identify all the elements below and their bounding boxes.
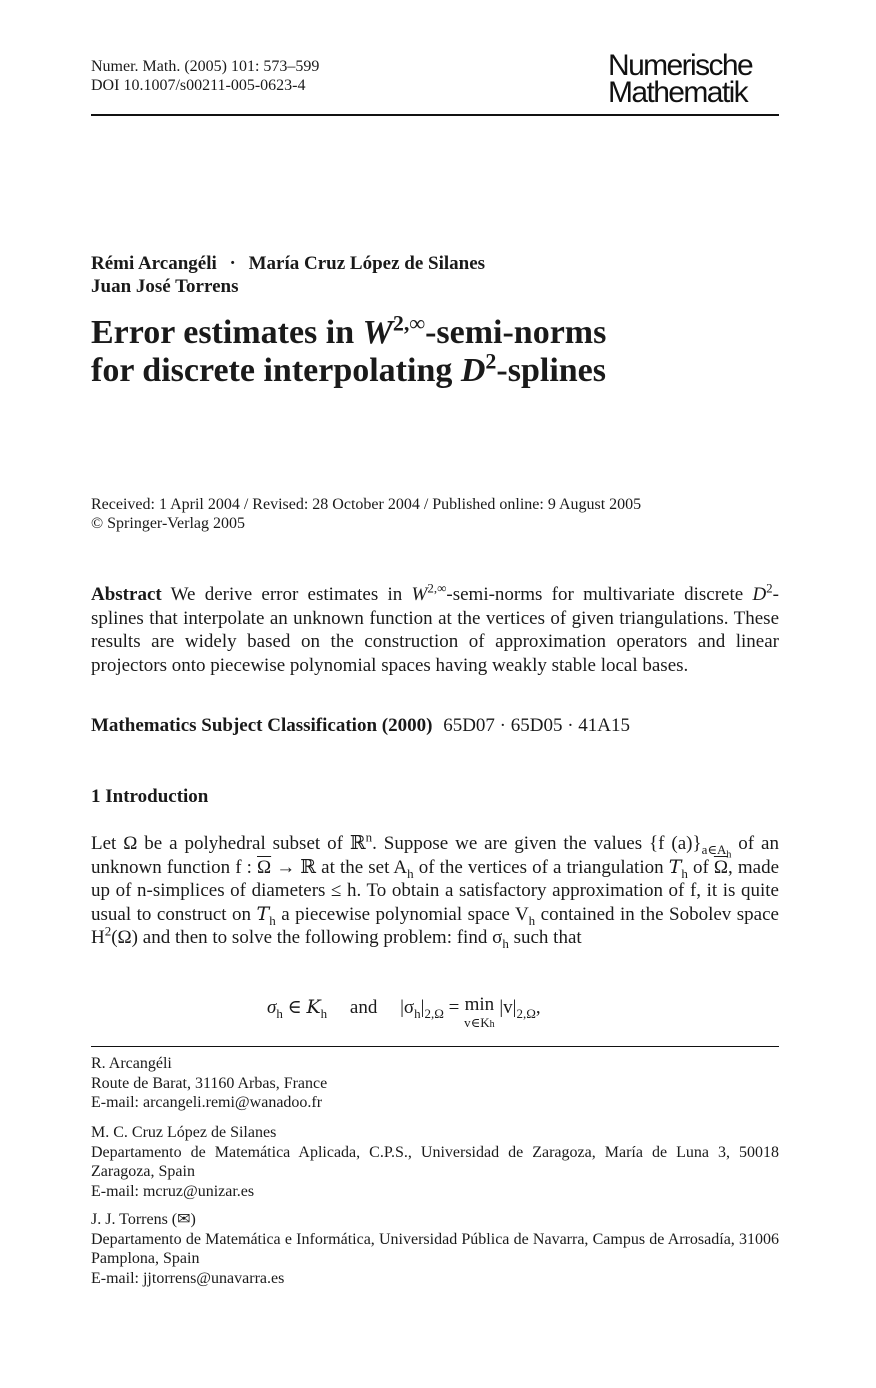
text: , made up of n-simplices of diameters ≤ h. To obtain a satisfactory approximation of f, it is quite usual to construct on [91,856,779,925]
affiliation-email[interactable]: E-mail: arcangeli.remi@wanadoo.fr [91,1094,323,1111]
author-2: María Cruz López de Silanes [248,253,486,274]
math-closure: $\overline{\Omega}$ [257,856,272,878]
math-closure: $\overline{\Omega}$ [713,856,729,878]
affiliation-2 [91,1123,779,1201]
msc-label: Mathematics Subject Classification (2000) [91,715,433,736]
journal-header [91,57,319,95]
math-subscript: h [414,1005,421,1021]
math-triangulation: T [256,902,270,925]
math-subscript: h [276,1005,283,1021]
math: h [489,1019,495,1030]
title-math: D [460,352,486,389]
title-text: -semi-norms [425,314,607,351]
math-superscript: 2 [104,924,112,940]
text: → ℝ at the set A [271,856,408,878]
math-subscript: h [726,849,732,861]
math-subscript: h [528,912,536,928]
math-superscript: 2,∞ [427,580,447,596]
paper-title [91,310,607,390]
math-subscript: h [320,1005,328,1021]
doi[interactable]: DOI 10.1007/s00211-005-0623-4 [91,77,306,94]
header-rule [91,114,779,116]
math-subscript: 2,Ω [516,1005,536,1021]
math-subscript: 2,Ω [424,1005,444,1021]
text: such that [508,927,582,949]
text: (Ω) and then to solve the following problem: find σ [111,927,503,949]
abstract-label: Abstract [91,584,162,605]
text: . Suppose we are given the values {f (a)} [372,833,702,854]
abstract-text: -semi-norms for multivariate discrete [446,584,753,605]
title-text: for discrete interpolating [91,352,461,389]
text: contained in the Sobolev space H [91,903,779,949]
math: W [411,584,428,605]
math: K [306,996,321,1018]
affiliation-email[interactable]: E-mail: jjtorrens@unavarra.es [91,1269,285,1287]
math: | [420,997,425,1018]
affiliation-1 [91,1054,779,1113]
author-3: Juan José Torrens [91,276,239,297]
text: of [687,856,714,878]
math-subscript: h [269,912,276,928]
math: |v| [499,997,517,1018]
math: |σ [400,997,415,1018]
affiliation-name-close: ) [190,1211,196,1228]
math-superscript: 2 [766,580,773,596]
journal-reference: Numer. Math. (2005) 101: 573–599 [91,58,320,75]
math-subscript [701,841,732,861]
min-subscript [464,1014,495,1034]
math: = [443,997,465,1018]
publication-dates [91,495,641,533]
affiliation-email[interactable]: E-mail: mcruz@unizar.es [91,1182,255,1200]
journal-logo [608,49,753,109]
text: a piecewise polynomial space V [275,903,529,925]
affiliation-address: Departamento de Matemática Aplicada, C.P.S., Universidad de Zaragoza, María de Luna 3, 50018 Zaragoza, Spain [91,1143,779,1180]
abstract-text: We derive error estimates in [161,584,412,605]
affiliation-address: Departamento de Matemática e Informática, Universidad Pública de Navarra, Campus de Arrosadía, 31006 Pamplona, Spain [91,1230,779,1267]
received-revised-published: Received: 1 April 2004 / Revised: 28 October 2004 / Published online: 9 August 2005 [91,496,642,513]
math: , [535,997,541,1018]
affiliation-name: M. C. Cruz López de Silanes [91,1124,277,1141]
math-conjunction: and [349,997,378,1018]
math: ∈ [282,997,307,1018]
affiliation-address: Route de Barat, 31160 Arbas, France [91,1074,328,1092]
title-superscript: 2,∞ [392,310,426,336]
math: min [464,994,495,1015]
affiliation-name: R. Arcangéli [91,1055,172,1072]
text: a∈A [701,841,727,857]
text: of the vertices of a triangulation [413,856,669,878]
copyright: © Springer-Verlag 2005 [91,515,246,532]
author-list [91,252,485,298]
math: σ [267,997,277,1018]
math-subscript: h [407,865,414,881]
title-math: W [362,314,393,351]
math-subscript: h [681,865,688,881]
math-superscript: n [365,829,373,845]
math: v∈K [464,1015,490,1030]
footnote-rule [91,1046,779,1047]
display-equation [267,996,541,1034]
affiliation-name: J. J. Torrens ( [91,1211,178,1228]
title-text: -splines [496,352,607,389]
envelope-icon: ✉ [177,1211,191,1228]
title-superscript: 2 [485,348,497,374]
abstract [91,580,779,677]
subject-classification [91,714,630,737]
author-1: Rémi Arcangéli [91,253,217,274]
section-heading: 1 Introduction [91,786,209,807]
abstract-text: -splines that interpolate an unknown function at the vertices of given triangulations. These results are widely based on the construction of approximation operators and linear projectors onto piecewise polynomial spaces having weakly stable local bases. [91,584,779,676]
math-triangulation: T [668,855,682,878]
affiliation-3 [91,1210,779,1288]
author-separator: · [229,253,236,274]
logo-line-2: Mathematik [608,76,748,109]
intro-paragraph [91,829,779,952]
text: of an unknown function f : [91,833,779,878]
math: D [752,584,767,605]
msc-codes: 65D07 · 65D05 · 41A15 [443,715,631,736]
logo-line-1: Numerische [608,49,753,82]
title-text: Error estimates in [91,314,363,351]
math-subscript: h [502,936,509,952]
text: Let Ω be a polyhedral subset of ℝ [91,833,366,854]
min-operator [464,996,495,1034]
